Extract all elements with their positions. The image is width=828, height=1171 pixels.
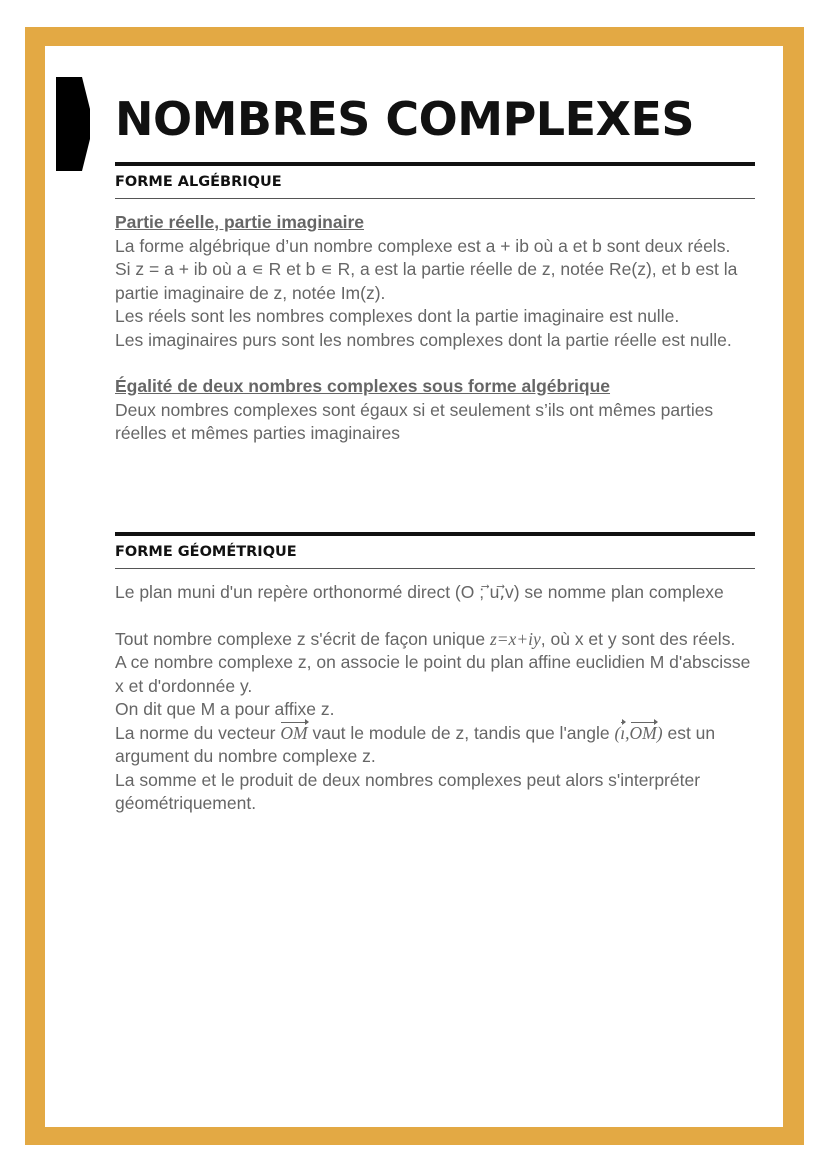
- angle-open: (: [614, 722, 621, 743]
- subheading-real-imaginary-part: Partie réelle, partie imaginaire: [115, 212, 365, 232]
- math-expression: z=x+iy: [489, 628, 541, 649]
- paragraph-point-association: A ce nombre complexe z, on associe le point du plan affine euclidien M d'abscisse x et d'ordonnée y.: [115, 652, 751, 696]
- paragraph-affix: On dit que M a pour affixe z.: [115, 699, 335, 719]
- text: est un argument du nombre complexe z.: [115, 722, 716, 766]
- paragraph: Deux nombres complexes sont égaux si et seulement s’ils ont mêmes parties réelles et mêmes parties imaginaires: [115, 399, 714, 443]
- text: La norme du vecteur: [115, 722, 281, 743]
- paragraph: Les réels sont les nombres complexes dont la partie imaginaire est nulle.: [115, 306, 680, 326]
- text: vaut le module de z, tandis que l'angle: [307, 722, 615, 743]
- section-heading: FORME GÉOMÉTRIQUE: [115, 544, 297, 560]
- subheading-equality: Égalité de deux nombres complexes sous forme algébrique: [115, 376, 611, 396]
- page-frame: [25, 27, 804, 1145]
- paragraph-modulus-argument: [115, 722, 755, 769]
- angle-close: ): [656, 722, 663, 743]
- document-page: [45, 46, 783, 1127]
- section-heading: FORME ALGÉBRIQUE: [115, 174, 282, 190]
- vector-i: ı: [620, 722, 625, 746]
- section-rule-thin: [115, 568, 755, 569]
- paragraph-algebraic-writing: [115, 628, 755, 652]
- text: , où x et y sont des réels.: [540, 628, 736, 649]
- paragraph: Si z = a + ib où a ∊ R et b ∊ R, a est la partie réelle de z, notée Re(z), et b est la partie imaginaire de z, notée Im(z).: [115, 259, 738, 303]
- text: Tout nombre complexe z s'écrit de façon unique: [115, 628, 490, 649]
- section-geometric-form: [115, 532, 755, 816]
- bookmark-tab-icon: [56, 77, 90, 171]
- angle-separator: ,: [625, 722, 630, 743]
- section-algebraic-form: [115, 162, 755, 446]
- section-content: [115, 581, 755, 816]
- paragraph: Les imaginaires purs sont les nombres complexes dont la partie réelle est nulle.: [115, 329, 732, 350]
- vector-om: OM: [280, 722, 307, 746]
- paragraph: La forme algébrique d’un nombre complexe est a + ib où a et b sont deux réels.: [115, 235, 731, 256]
- page-title: NOMBRES COMPLEXES: [115, 92, 695, 146]
- vector-om: OM: [630, 722, 657, 746]
- paragraph-sum-product: La somme et le produit de deux nombres complexes peut alors s'interpréter géométriquement.: [115, 769, 701, 813]
- section-content: [115, 211, 755, 446]
- paragraph-complex-plane: Le plan muni d'un repère orthonormé direct (O ; ⃗u,⃗v) se nomme plan complexe: [115, 582, 724, 602]
- section-rule-thin: [115, 198, 755, 199]
